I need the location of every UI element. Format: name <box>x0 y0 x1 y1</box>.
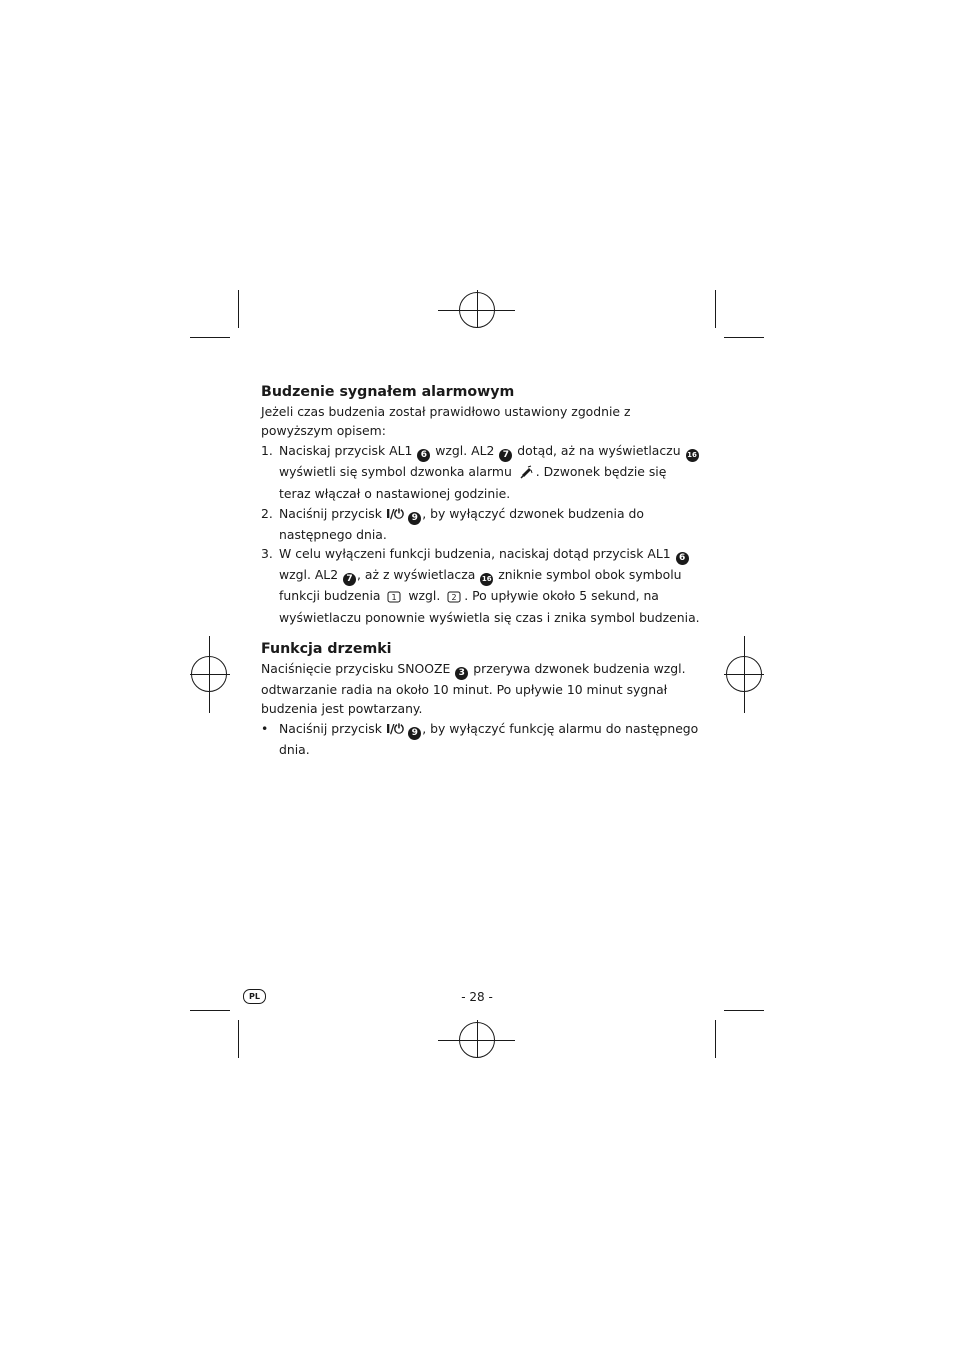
alarm-2-icon <box>447 589 461 608</box>
power-icon: I/⏻ <box>385 720 404 736</box>
marker-16: 16 <box>480 573 493 586</box>
bell-icon <box>519 465 533 484</box>
marker-3: 3 <box>455 667 468 680</box>
snooze-intro: Naciśnięcie przycisku SNOOZE 3 przerywa dzwonek budzenia wzgl. odtwarzanie radia na około 10 minut. Po upływie 10 minut sygnał budzenia jest powtarzany. <box>261 660 686 717</box>
step-number: 1. <box>261 442 273 458</box>
marker-6: 6 <box>676 552 689 565</box>
manual-content <box>261 382 701 759</box>
marker-9: 9 <box>408 512 421 525</box>
marker-9: 9 <box>408 727 421 740</box>
step-number: 3. <box>261 546 273 562</box>
snooze-bullet: • Naciśnij przycisk I/⏻ 9 , by wyłączyć funkcję alarmu do następnego dnia. <box>261 720 699 757</box>
alarm-intro: Jeżeli czas budzenia został prawidłowo ustawiony zgodnie z powyższym opisem: <box>261 404 631 439</box>
svg-text:1: 1 <box>391 593 397 603</box>
language-badge: PL <box>243 989 266 1004</box>
alarm-1-icon <box>387 589 401 608</box>
step-2: 2. Naciśnij przycisk I/⏻ 9 , by wyłączyć dzwonek budzenia do następnego dnia. <box>261 505 644 542</box>
step-1: 1. Naciskaj przycisk AL1 6 wzgl. AL2 7 dotąd, aż na wyświetlaczu 16 wyświetli się symbol dzwonka alarmu . Dzwonek będzie się teraz włączał o nastawionej godzinie. <box>261 442 697 502</box>
marker-7: 7 <box>343 573 356 586</box>
step-3: 3. W celu wyłączeni funkcji budzenia, naciskaj dotąd przycisk AL1 6 wzgl. AL2 7 , aż z wyświetlacza 16 zniknie symbol obok symbolu funkcji budzenia 1 wzgl. 2 . Po upływie około 5 sekund, na wyświetlaczu ponownie wyświetla się czas i znika symbol budzenia. <box>261 546 700 626</box>
marker-16: 16 <box>686 449 699 462</box>
page-number: - 28 - <box>461 990 493 1004</box>
svg-text:2: 2 <box>451 593 457 603</box>
bullet: • <box>261 720 269 736</box>
section-heading-alarm: Budzenie sygnałem alarmowym <box>261 384 515 400</box>
section-heading-snooze: Funkcja drzemki <box>261 640 392 657</box>
marker-6: 6 <box>417 449 430 462</box>
step-number: 2. <box>261 505 273 521</box>
power-icon: I/⏻ <box>385 505 404 521</box>
marker-7: 7 <box>499 449 512 462</box>
